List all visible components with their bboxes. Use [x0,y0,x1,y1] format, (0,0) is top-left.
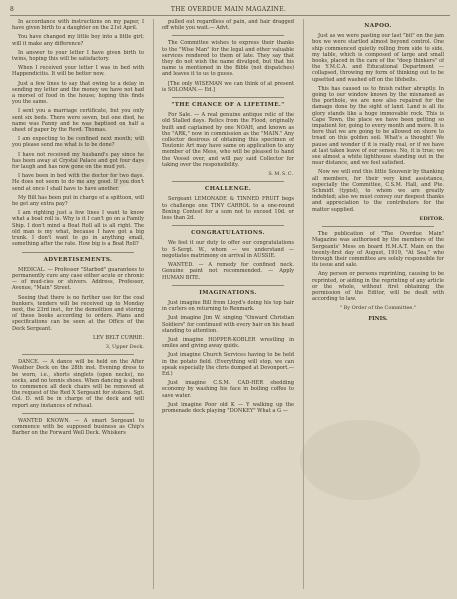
paragraph: The publication of "The Overdue Main" Magazine was authorised by the members of the Sergeants' Mess on board H.M.A.T. Main on the twenty-first day of August, 1919, "At Sea," who through their committee are solely responsible for its issue and sale. [312,231,444,269]
paragraph: I am righting just a few lines I want to know what a boat roll is. Why is it I can't go on a Family Ship. I don't mind a Boat Roll all is all right. The old man is my what, because I have got a big trunk. I don't want to go in anything small, something after the rate. How big is a Boat Roll? [12,210,144,248]
paragraph: For Sale. — A real genuine antique relic of the old Stalled days. Relics from the Flood, originally built and captained by one NOAH, and known as the "ARK," now in commission as the "MAIN." Any collector desirous of obtaining this specimen of Teutonic Art may have same on application to any member of the Mess, who will be pleased to hand the Vessel over, and will pay said Collector for taking over the responsibility. [162,112,294,168]
editor-signature: EDITOR. [419,215,444,222]
advert: Seeing that there is no further use for the coal bunkers, tenders will be received up to Monday next, the 23rd inst., for the demolition and storing of these books according to orders. Plans and specifications can be seen at the Office of the Deck Sergeant. [12,294,144,332]
paragraph: Just imagine C.S.M. CAD-HER shedding economy by washing his face in boiling coffee to save water. [162,380,294,399]
paragraph: pulled out regardless of pain, and hair dragged off while you wait.— Advt. [162,19,294,32]
paragraph: WANTED. — A remedy for confined neck. Genuine paint not recommended. — Apply HUMAN BITE. [162,262,294,281]
section-rule [172,225,284,226]
paragraph: In accordance with instructions on my paper, I have given birth to a daughter on the 21st April. [12,19,144,32]
paragraph: Just as we were pasting our last "bit" on the jam box we were startled almost beyond control. One ship commenced quietly rolling from side to side, my table, which is composed of large and small books, placed in the care of the "deep thinkers" of the Y.M.C.A. and Educational Department — collapsed, throwing my form of thinking out to be upsetted and washed off on the lifebelts. [312,33,444,83]
paragraph: The Committee wishes to express their thanks to the "Wise Man" for the legal and other valuable services rendered to them of late. They say that they do not wish the name divulged, but that his name is mentioned in the Bible (not dispatches) and leaves it to us to guess. [162,40,294,78]
section-heading-congratulations: CONGRATULATIONS. [191,230,265,237]
paragraph: Just imagine Jim W. singing "Onward Christian Soldiers" for continued with every hair on his head standing to attention. [162,315,294,334]
section-rule [172,181,284,182]
paragraph: We feel it our duty to offer our congratulations to S-Sergt. W., whom — we understand — negotiates matrimony on arrival in AUSSIE. [162,240,294,259]
advert: WANTED KNOWN. — A smart Sergeant to commence with be supposed business as Chip's Barber on the Forward Well Deck. Whiskers [12,417,144,437]
paragraph: I am expecting to be confined next month; will you please send me what is to be done? [12,136,144,149]
paragraph: My Bill has been put in charge of a spittoon, will he get any extra pay? [12,194,144,208]
paragraph: In answer to your letter I have given birth to twins, hoping this will be satisfactory. [12,49,144,63]
paragraph: I have been in bed with the doctor for two days. He does not seem to do me any good. If you don't send at once I shall have to have another. [12,173,144,192]
masthead-title: THE OVERDUE MAIN MAGAZINE. [170,6,287,13]
finis-mark: FINIS. [368,315,388,322]
section-heading-advertisements: ADVERTISEMENTS. [43,256,113,263]
column-middle [162,19,294,589]
paragraph: I have not received my husband's pay since he has been away at Crystal Palace and got four days for laugh and has now gone on the mud yet. [12,151,144,171]
paragraph: I sent you a marriage certificate, but you only sent six beds. There were seven, but one died, he name was Fanny and he was baptised on half a sheet of paper by the Revd. Thomas. [12,108,144,134]
section-rule [322,226,434,227]
paragraph: Just imagine Bill from Lloyd's doing his top hair in curlers on returning to Renmark. [162,299,294,313]
column-left [12,19,144,589]
section-rule [22,252,134,253]
paragraph: You have changed my little boy into a little girl; will it make any difference? [12,34,144,47]
advert-address: 3, Upper Deck. [105,343,144,350]
committee-order: " By Order of the Committee." [339,305,417,312]
paragraph: Now we will end this little Souvenir by thanking all members, for their very kind assistance, especially the Committee, C.S.M. Hall, and Pte. Schmidt (typist), to whom we are greatly indebted; also we must convey our deepest thanks and appreciation to the contributors for the matter supplied. [312,169,444,213]
section-rule [172,35,284,36]
section-rule [22,354,134,355]
section-heading-challenge: CHALLENGE. [204,186,252,193]
paragraph: Just imagine Church Services having to be held in the potato field. (Everything will stop, we can speak especially the chris dumped at Devonport.— Ed.) [162,352,294,377]
section-heading-imaginations: IMAGINATIONS. [199,289,257,296]
signature: S.M.S.C. [268,171,294,178]
section-rule [172,97,284,98]
paragraph: [The only WISEMAN we can think of at present is SOLOMAN.— Ed.] [162,80,294,93]
paragraph: Sergeant LEMONADE & TINNED FRUIT begs to challenge one TINY CARROL to a one-round Boxing Contest for a sum not to exceed 10d. or less than 2d. [162,196,294,222]
column-right [312,19,444,589]
paragraph: Just imagine HOPPER-KOBLER wrestling in smiles and giving away quids. [162,336,294,350]
column-divider [153,19,154,589]
section-heading-napoo: NAPOO. [364,23,392,29]
paragraph: This has caused us to finish rather abruptly. In going to our window known by the misnamed as the porthole, we are now also repaired for the damage done by the sight of land. Land is all its glory stands like a huge immovable rock. This is Cape Town, the place we have been getting so impatient for, going to every month and more. It is here that we are going to be allowed on shore to tread on this golden soil. What's a thought! We pause and wonder if it is really real, or if we have at last taken leave of our senses. No, it is true; we see almost a white lighthouse standing out in the near distance, and we feel satisfied. [312,85,444,167]
section-heading-chance: "THE CHANCE OF A LIFETIME." [171,102,285,109]
section-rule [22,413,134,414]
header-rule [10,15,450,16]
advert: MEDICAL. — Professor "Starbod" guarantees to permanently cure any case either acute or chronic — of mud-cies or shivers. Address, Professor, Avenue, "Main" Street. [12,266,144,292]
paragraph: Just a few lines to say that owing to a delay in sending my letter and the money we have not had a morsel of food in the house; hoping this finds you the same. [12,80,144,106]
paragraph: Any person or persons reprinting, causing to be reprinted, or aiding in the reprinting of any article or the whole, without first obtaining the permission of the Editor, will be dealt with according to law. [312,271,444,303]
page-number: 8 [10,6,14,13]
paragraph: When I received your letter I was in bed with Happendicitis. It will be better now. [12,65,144,78]
advert: DANCE. — A dance will be held on the After Weather Deck on the 28th inst. Evening dress to be worn, i.e., shorts singlets (open necks), no socks, and no tennis shoes. When dancing is about to commence all deck chairs will be removed at the request of the Red X Sergeant for stokers. Sgt. Col. D. will be in charge of the deck and will report any instances of refusal. [12,359,144,409]
paragraph: Just imagine Poor old K — Y walking up the promenade deck playing "DONKEY" What a G — [162,401,294,414]
section-rule [172,285,284,286]
column-divider [303,19,304,589]
advert-name: LEV BELT CURRIE. [92,334,144,341]
